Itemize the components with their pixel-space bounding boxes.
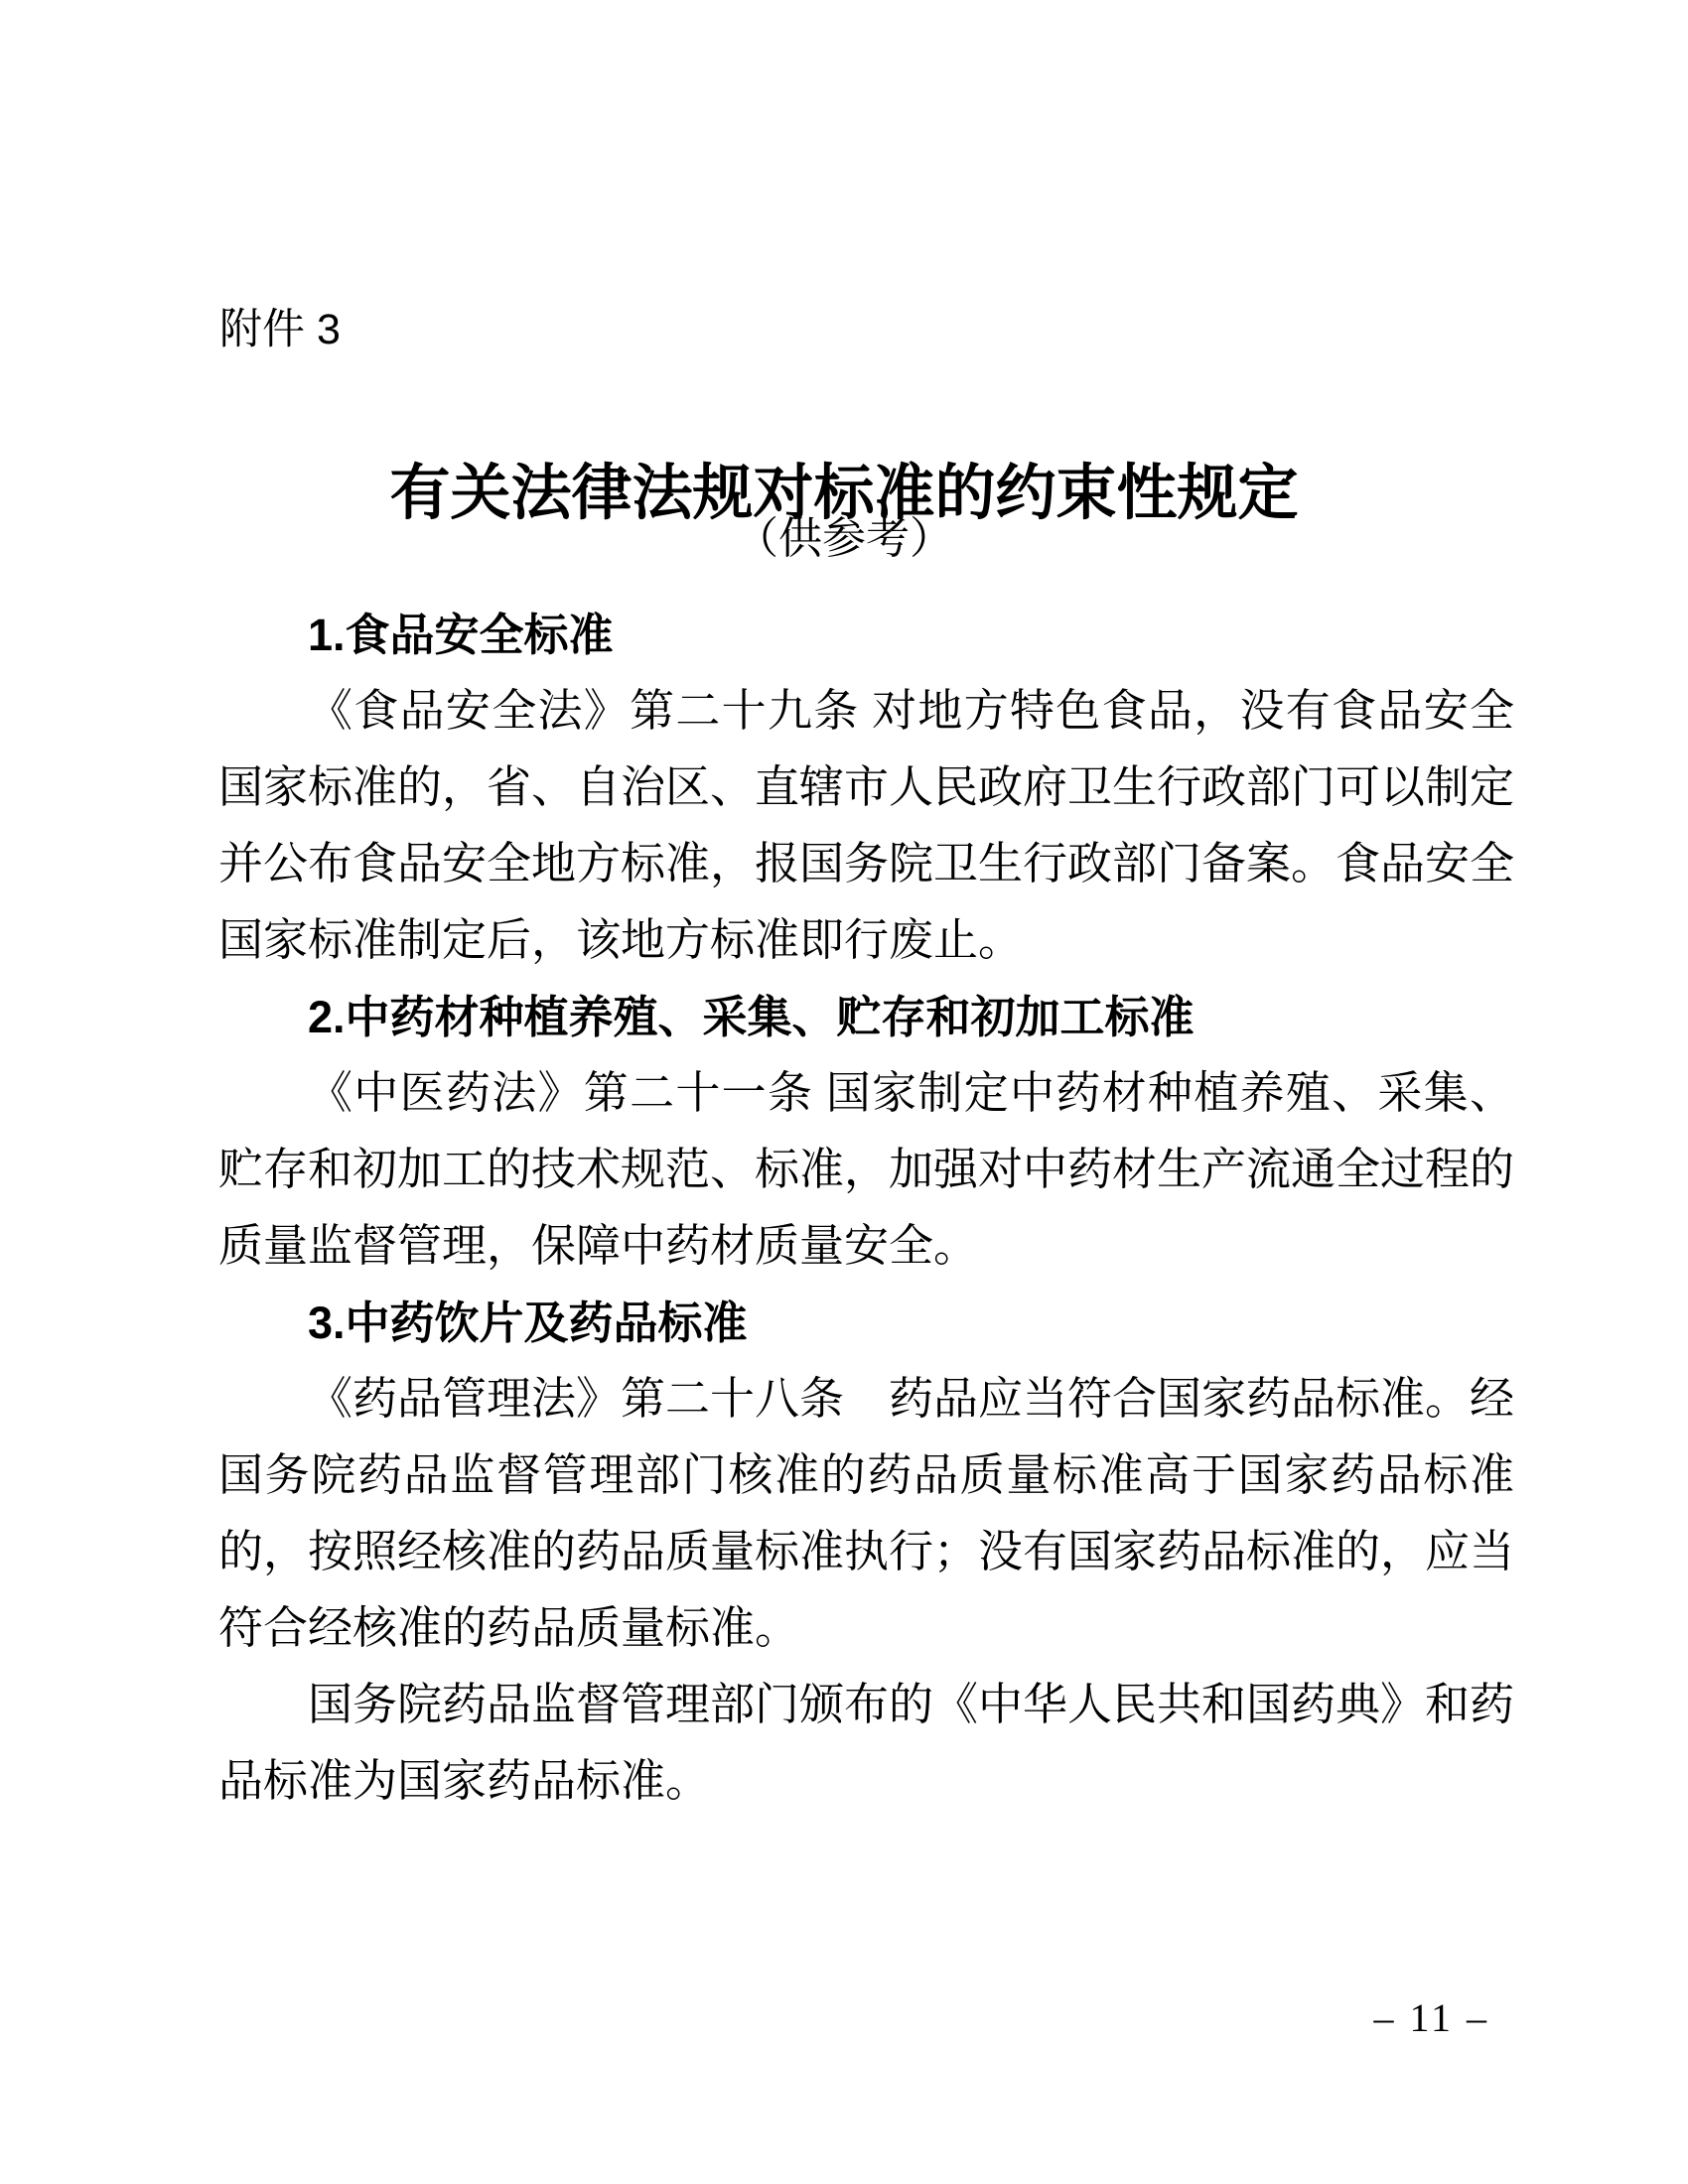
section-food-safety-standards (218, 597, 1514, 979)
section-tcm-material-standards (218, 979, 1514, 1285)
body-paragraph: 《食品安全法》第二十九条 对地方特色食品，没有食品安全国家标准的，省、自治区、直辖市人民政府卫生行政部门可以制定并公布食品安全地方标准，报国务院卫生行政部门备案。食品安全国家标准制定后，该地方标准即行废止。 (218, 686, 1515, 965)
section-heading-1: 1.食品安全标准 (308, 610, 614, 660)
attachment-label: 附件 3 (219, 306, 341, 353)
body-paragraph: 《药品管理法》第二十八条 药品应当符合国家药品标准。经国务院药品监督管理部门核准的药品质量标准高于国家药品标准的，按照经核准的药品质量标准执行；没有国家药品标准的，应当符合经核准的药品质量标准。 (218, 1374, 1515, 1653)
body-paragraph: 国务院药品监督管理部门颁布的《中华人民共和国药典》和药品标准为国家药品标准。 (218, 1680, 1515, 1806)
section-tcm-drug-standards (218, 1285, 1514, 1820)
body-paragraph: 《中医药法》第二十一条 国家制定中药材种植养殖、采集、贮存和初加工的技术规范、标准，加强对中药材生产流通全过程的质量监督管理，保障中药材质量安全。 (218, 1068, 1515, 1271)
section-heading-2: 2.中药材种植养殖、采集、贮存和初加工标准 (308, 992, 1195, 1042)
document-body (218, 597, 1514, 1820)
page-subtitle: （供参考） (735, 514, 953, 563)
page-title: 有关法律法规对标准的约束性规定 (389, 460, 1299, 527)
page-number: – 11 – (1373, 1995, 1489, 2040)
section-heading-3: 3.中药饮片及药品标准 (308, 1297, 748, 1348)
